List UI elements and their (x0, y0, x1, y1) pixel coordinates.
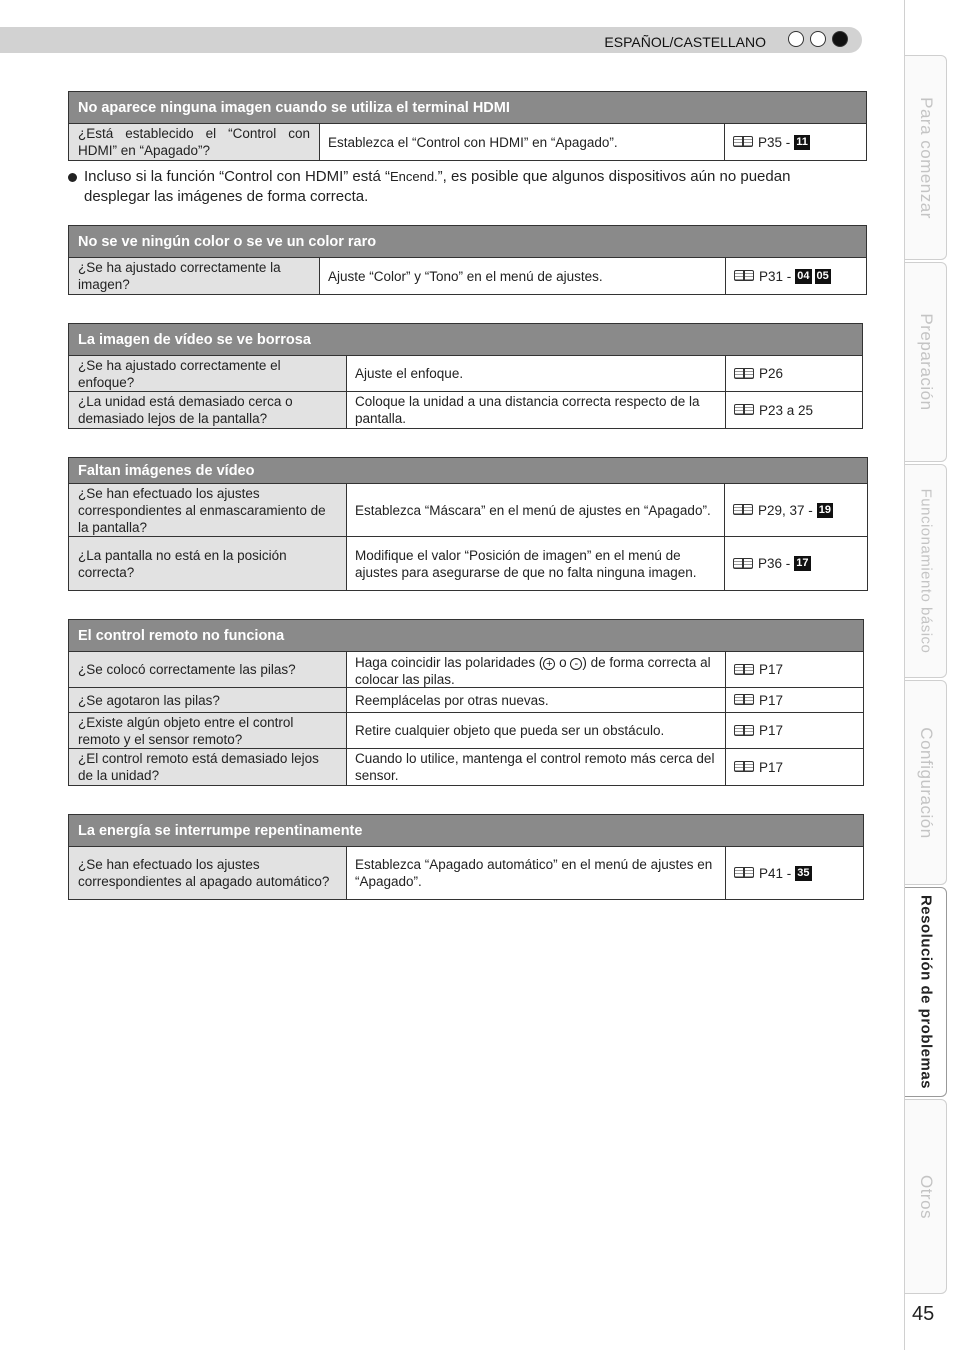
table-row (69, 537, 867, 590)
book-icon (734, 404, 756, 416)
book-icon (734, 368, 756, 380)
page-reference: P17 (759, 759, 784, 775)
solution-cell: Reemplácelas por otras nuevas. (347, 688, 726, 712)
reference-cell (726, 652, 791, 687)
step-badge: 19 (818, 503, 832, 516)
table-row (69, 124, 866, 160)
question-cell: ¿Se han efectuado los ajustes correspondientes al enmascaramiento de la pantalla? (69, 484, 347, 536)
indicator-dot-empty (810, 31, 826, 47)
tab-funcionamiento-basico[interactable]: Funcionamiento básico (905, 464, 947, 678)
book-icon (734, 725, 756, 737)
tab-configuracion[interactable]: Configuración (905, 680, 947, 885)
table-row (69, 484, 867, 537)
page-number: 45 (912, 1303, 935, 1325)
table-row (69, 356, 862, 392)
book-icon (733, 504, 755, 516)
page-reference: P31 - (759, 268, 792, 284)
question-cell: ¿Se han efectuado los ajustes correspondientes al apagado automático? (69, 847, 347, 899)
minus-icon: - (570, 658, 582, 670)
table-title: El control remoto no funciona (69, 620, 863, 652)
table-title: No aparece ninguna imagen cuando se utiliza el terminal HDMI (69, 92, 866, 124)
table-row (69, 652, 863, 688)
book-icon (734, 270, 756, 282)
table-title: Faltan imágenes de vídeo (69, 458, 867, 484)
table-row (69, 749, 863, 785)
indicator-dot-empty (788, 31, 804, 47)
page-reference: P17 (759, 662, 784, 677)
indicator-dot-filled (832, 31, 848, 47)
book-icon (734, 761, 756, 773)
tab-preparacion[interactable]: Preparación (905, 262, 947, 462)
step-badge: 04 (797, 269, 810, 282)
question-cell: ¿Se ha ajustado correctamente el enfoque? (69, 356, 347, 391)
book-icon (734, 664, 756, 676)
table-row (69, 713, 863, 749)
book-icon (734, 694, 756, 706)
reference-cell (726, 847, 820, 899)
book-icon (733, 558, 755, 570)
question-cell: ¿La unidad está demasiado cerca o demasiado lejos de la pantalla? (69, 392, 347, 428)
book-icon (734, 867, 756, 879)
solution-cell: Ajuste el enfoque. (347, 356, 726, 391)
solution-cell: Modifique el valor “Posición de imagen” en el menú de ajustes para asegurarse de que no falta ninguna imagen. (347, 537, 725, 590)
question-cell: ¿Existe algún objeto entre el control remoto y el sensor remoto? (69, 713, 347, 748)
page-reference: P23 a 25 (759, 402, 814, 418)
question-cell: ¿Se agotaron las pilas? (69, 688, 347, 712)
solution-cell: Establezca “Apagado automático” en el menú de ajustes en “Apagado”. (347, 847, 726, 899)
solution-cell: Coloque la unidad a una distancia correcta respecto de la pantalla. (347, 392, 726, 428)
language-label: ESPAÑOL/CASTELLANO (604, 34, 766, 50)
troubleshoot-table-blurry (68, 323, 863, 429)
reference-cell (725, 124, 818, 160)
reference-cell (726, 392, 821, 428)
troubleshoot-table-hdmi (68, 91, 867, 161)
step-badge: 05 (816, 269, 829, 282)
page-reference: P35 - (758, 134, 791, 150)
tab-para-comenzar[interactable]: Para comenzar (905, 55, 947, 260)
step-badge: 17 (796, 557, 809, 569)
question-cell: ¿La pantalla no está en la posición correcta? (69, 537, 347, 590)
reference-cell (726, 688, 791, 712)
note-paragraph: Incluso si la función “Control con HDMI” está “Encend.”, es posible que algunos dispositivos aún no puedan desplegar las imágenes de forma correcta. (68, 167, 858, 207)
solution-cell: Establezca “Máscara” en el menú de ajustes en “Apagado”. (347, 484, 725, 536)
tab-otros[interactable]: Otros (905, 1099, 947, 1294)
reference-cell (726, 749, 791, 785)
troubleshoot-table-power (68, 814, 864, 900)
solution-cell: Cuando lo utilice, mantenga el control remoto más cerca del sensor. (347, 749, 726, 785)
solution-cell: Retire cualquier objeto que pueda ser un obstáculo. (347, 713, 726, 748)
page-reference: P17 (759, 692, 784, 708)
table-title: La energía se interrumpe repentinamente (69, 815, 863, 847)
table-row (69, 847, 863, 899)
tab-resolucion-de-problemas[interactable]: Resolución de problemas (905, 887, 947, 1097)
table-title: No se ve ningún color o se ve un color raro (69, 226, 866, 258)
language-indicator (788, 31, 848, 47)
reference-cell (726, 713, 791, 748)
header-bar (0, 27, 862, 53)
page-reference: P29, 37 - (758, 502, 813, 518)
question-cell: ¿Se colocó correctamente las pilas? (69, 652, 347, 687)
troubleshoot-table-missing-images (68, 457, 868, 591)
table-row (69, 258, 866, 294)
reference-cell (725, 537, 819, 590)
reference-cell (726, 258, 839, 294)
solution-cell: Ajuste “Color” y “Tono” en el menú de ajustes. (320, 258, 726, 294)
solution-cell: Haga coincidir las polaridades ( + o - ) de forma correcta al colocar las pilas. (347, 652, 726, 687)
question-cell: ¿El control remoto está demasiado lejos de la unidad? (69, 749, 347, 785)
plus-icon: + (543, 658, 555, 670)
book-icon (733, 136, 755, 148)
bullet-icon (68, 173, 77, 182)
page-reference: P36 - (758, 556, 791, 571)
table-row (69, 688, 863, 713)
troubleshoot-table-color (68, 225, 867, 295)
page-reference: P41 - (759, 865, 792, 881)
page-reference: P17 (759, 723, 784, 738)
table-row (69, 392, 862, 428)
question-cell: ¿Se ha ajustado correctamente la imagen? (69, 258, 320, 294)
solution-cell: Establezca el “Control con HDMI” en “Apagado”. (320, 124, 725, 160)
question-cell: ¿Está establecido el “Control con HDMI” en “Apagado”? (69, 124, 320, 160)
step-badge: 35 (797, 866, 810, 879)
step-badge: 11 (796, 135, 808, 148)
table-title: La imagen de vídeo se ve borrosa (69, 324, 862, 356)
page-reference: P26 (759, 366, 784, 381)
reference-cell (725, 484, 841, 536)
reference-cell (726, 356, 791, 391)
section-tabs (904, 0, 954, 1350)
troubleshoot-table-remote (68, 619, 864, 786)
